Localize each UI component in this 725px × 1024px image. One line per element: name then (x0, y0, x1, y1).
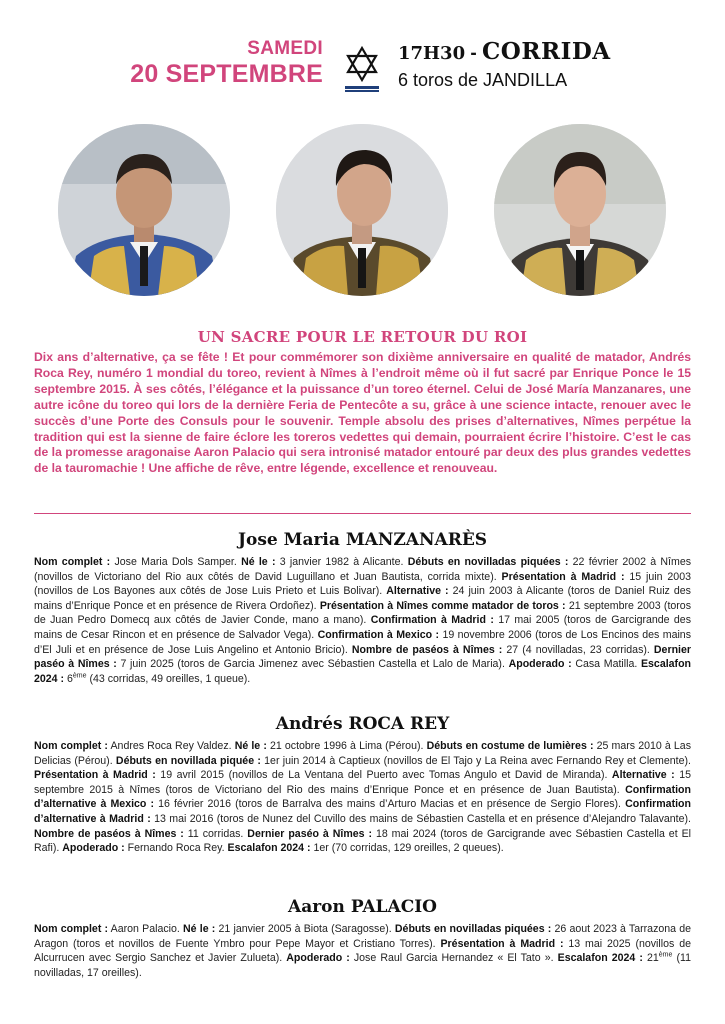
bio-field-value: 3 janvier 1982 à Alicante. (275, 556, 408, 568)
event-header (0, 38, 725, 102)
portrait-roca-rey (276, 124, 448, 296)
bio-field-label: Débuts en novillada piquée : (115, 754, 261, 767)
bio-field-label: Présentation à Madrid : (34, 769, 156, 782)
bio-field-label: Escalafon 2024 : (557, 952, 643, 965)
bio-field-label: Dernier paséo à Nîmes : (34, 643, 691, 671)
bio-field-label: Nom complet : (34, 923, 109, 935)
bio-field-label: Dernier paséo à Nîmes : (247, 827, 373, 840)
bio-field-value: 19 novembre 2006 (toros de Los Encinos des mains d’El Juli et en présence de Jose Luis Angelino et Antonio Bricio). (34, 628, 691, 656)
bio-field-value: 15 juin 2003 (novillos de Los Bayones aux côtés de Jose Luis Prieto et Luis Bolivar). (34, 570, 691, 598)
section-title: UN SACRE POUR LE RETOUR DU ROI (197, 328, 528, 346)
bio-field-label: Alternative : (386, 585, 449, 598)
event-date (130, 38, 323, 88)
event-time: 17H30 (398, 43, 466, 64)
bio-field-value: 15 septembre 2015 à Nîmes (toros de Victoriano del Rio des mains d’Enrique Ponce et en présence de Juan Bautista). (34, 769, 691, 796)
bio-field-value: Aaron Palacio. (108, 923, 184, 935)
bio-field-label: Nombre de paséos à Nîmes : (351, 643, 503, 656)
bio-field-label: Nombre de paséos à Nîmes : (34, 827, 184, 840)
bio-field-value: 19 avril 2015 (novillos de La Ventana del Puerto avec Tomas Angulo et David de Miranda). (155, 769, 612, 782)
torero-last-name: MANZANARÈS (345, 530, 488, 550)
bio-field-value: 17 mai 2005 (toros de Garcigrande des mains de Cesar Rincon et en présence de Salvador Vega). (34, 614, 691, 641)
bio-field-label: Alternative : (611, 769, 675, 782)
event-type: CORRIDA (482, 38, 611, 65)
bio-ordinal: ème (72, 672, 87, 680)
bio-field-value: 22 février 2002 à Nîmes (novillos de Victoriano del Rio aux côtés de David Luguillano et Juan Bautista, corrida mixte). (34, 556, 692, 583)
event-info (398, 40, 611, 92)
bio-field-label: Débuts en novilladas piquées : (394, 923, 552, 935)
torero-name (0, 897, 725, 917)
bio-field-label: Nom complet : (34, 556, 111, 568)
bio-field-label: Présentation à Madrid : (440, 937, 564, 950)
bio-field-value: 1er juin 2014 à Captieux (novillos de El Tajo y La Reina avec Fernando Rey et Clemente). (260, 754, 691, 767)
bio-field-value: 16 février 2016 (toros de Barralva des mains d’Arturo Macias et en présence de Sergio Flores). (154, 798, 626, 811)
bio-field-label: Né le : (241, 556, 276, 568)
bio-field-label: Débuts en novilladas piquées : (407, 556, 569, 568)
intro-paragraph: Dix ans d’alternative, ça se fête ! Et pour commémorer son dixième anniversaire en qualité de matador, Andrés Roca Rey, numéro 1 mondial du toreo, revient à Nîmes à l’endroit même où il fut sacré par Enrique Ponce le 15 septembre 2015. À ses côtés, l’élégance et la puissance d’un toreo éternel. Celui de José María Manzanares, une autre icône du toreo qui lors de la dernière Feria de Pentecôte a su, grâce à une science intacte, renouer avec le succès d’une Porte des Consuls pour le souvenir. Temple absolu des prises d’alternatives, Nîmes perpétue la tradition qui est la sienne de faire éclore les toreros vedettes qui demain, pourraient écrire l’histoire. C’est le cas de la promesse aragonaise Aaron Palacio qui sera intronisé matador entouré par deux des plus grandes vedettes de la tauromachie ! Une affiche de rêve, entre légende, excellence et renouveau. (34, 350, 691, 476)
bio-field-value: 25 mars 2010 à Las Delicias (Pérou). (34, 740, 691, 767)
bio-field-value: 24 juin 2003 à Alicante (toros de Daniel Ruiz des mains d’Enrique Ponce et en présence de Rivera Ordoñez). (34, 585, 691, 612)
bio-field-value: 13 mai 2025 (novillos de Alcurrucen avec Sergio Sanchez et Javier Zulueta). (34, 937, 691, 965)
bio-field-value: (43 corridas, 49 oreilles, 1 queue). (86, 672, 251, 685)
bio-field-value: 21 octobre 1996 à Lima (Pérou). (266, 740, 427, 752)
bio-field-label: Nom complet : (34, 740, 108, 752)
bio-field-label: Présentation à Madrid : (501, 570, 625, 583)
bio-field-value: Andres Roca Rey Valdez. (107, 740, 235, 752)
bio-field-value: Casa Matilla. (571, 658, 641, 671)
bio-field-value: 6 (64, 672, 73, 685)
event-day: SAMEDI (247, 38, 323, 59)
bio-field-label: Confirmation à Mexico : (317, 628, 440, 641)
torero-name (0, 530, 725, 550)
bio-field-value: Jose Raul Garcia Hernandez « El Tato ». (349, 952, 558, 965)
portrait-manzanares (58, 124, 230, 296)
torero-first-name: Andrés (275, 714, 343, 734)
torero-name (0, 714, 725, 734)
bio-field-value: 21 septembre 2003 (toros de Juan Pedro Domecq aux côtés de Javier Conde, mano a mano). (34, 599, 691, 627)
portrait-palacio (494, 124, 666, 296)
torero-last-name: ROCA REY (348, 714, 450, 734)
bio-field-value: 21 janvier 2005 à Biota (Saragosse). (215, 923, 395, 935)
bio-field-label: Débuts en costume de lumières : (426, 740, 594, 752)
bio-field-label: Présentation à Nîmes comme matador de toros : (319, 599, 566, 612)
event-bulls: 6 toros de JANDILLA (398, 70, 568, 90)
bio-field-value: 7 juin 2025 (toros de Garcia Jimenez avec Sébastien Castella et Lalo de Maria). (116, 658, 509, 671)
torero-bio (34, 922, 691, 980)
bio-field-value: Jose Maria Dols Samper. (110, 556, 242, 568)
bio-field-value: 11 corridas. (183, 827, 248, 840)
bio-field-label: Escalafon 2024 : (227, 842, 311, 855)
bio-field-value: (11 novilladas, 17 oreilles). (34, 952, 692, 979)
event-dash: - (470, 43, 477, 64)
bio-field-label: Confirmation d’alternative à Madrid : (34, 798, 691, 825)
torero-bio (34, 739, 691, 856)
bio-field-value: 27 (4 novilladas, 23 corridas). (502, 643, 654, 656)
bio-field-label: Apoderado : (508, 658, 572, 671)
bio-field-label: Escalafon 2024 : (34, 658, 692, 685)
bio-field-value: 13 mai 2016 (toros de Nunez del Cuvillo des mains de Sébastien Castella et en présence d’Alejandro Talavante). (150, 812, 691, 825)
bio-field-value: 21 (642, 952, 659, 965)
torero-first-name: Jose Maria (237, 530, 340, 550)
bio-ordinal: ème (658, 951, 673, 959)
bio-field-label: Né le : (234, 740, 267, 752)
torero-first-name: Aaron (288, 897, 345, 917)
torero-bio (34, 555, 691, 686)
bio-field-label: Apoderado : (62, 842, 125, 855)
bio-field-value: 1er (70 corridas, 129 oreilles, 2 queues). (310, 842, 504, 855)
event-day-month: 20 SEPTEMBRE (130, 60, 323, 88)
bio-field-label: Né le : (183, 923, 216, 935)
bio-field-value: 26 aout 2023 à Tarrazona de Aragon (toros et novillos de Fuente Ymbro pour Pepe Mayor et Cristiano Torres). (34, 923, 692, 950)
bio-field-label: Confirmation à Madrid : (370, 614, 494, 627)
bio-field-value: 18 mai 2024 (toros de Garcigrande avec Sébastien Castella et El Rafi). (34, 827, 692, 855)
bio-field-value: Fernando Roca Rey. (124, 842, 228, 855)
star-logo-icon (344, 44, 380, 92)
torero-last-name: PALACIO (350, 897, 437, 917)
bio-field-label: Confirmation d’alternative à Mexico : (34, 783, 691, 811)
divider (34, 513, 691, 514)
bio-field-label: Apoderado : (286, 952, 350, 965)
